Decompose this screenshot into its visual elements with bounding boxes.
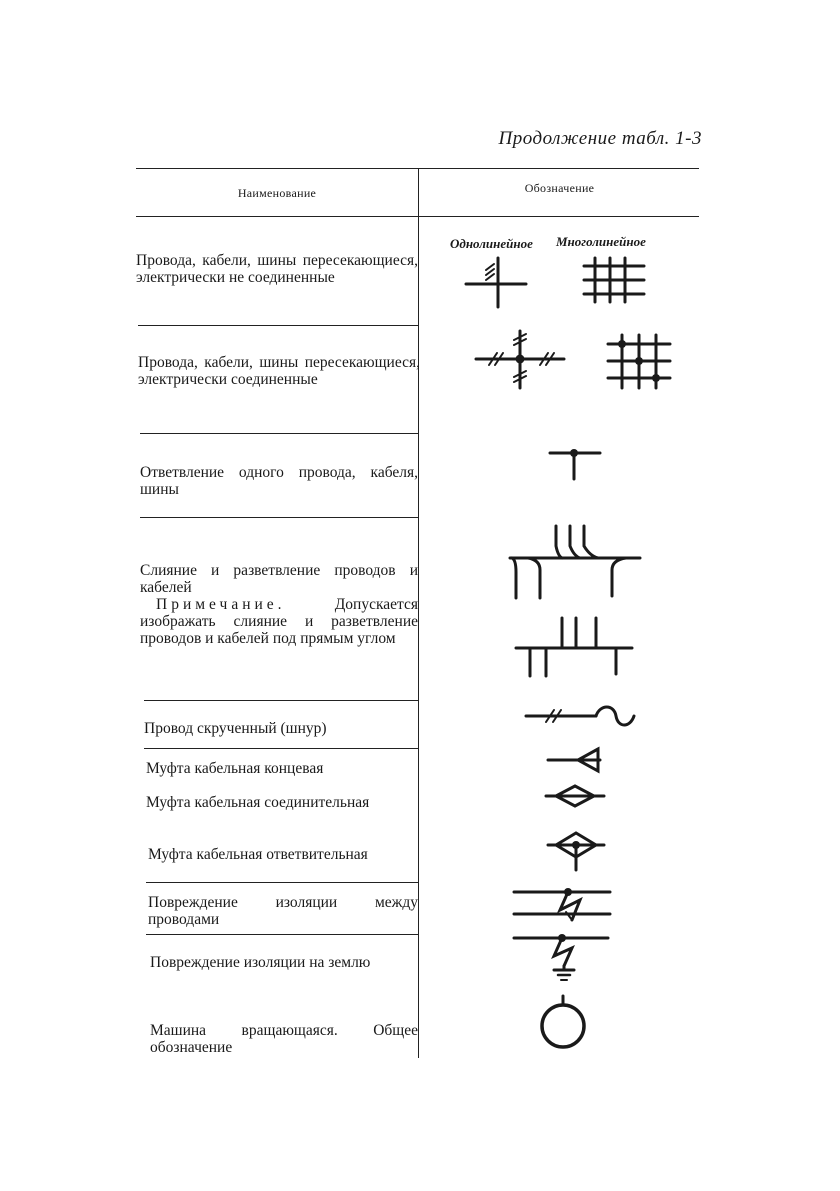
- header-name: Наименование: [237, 186, 317, 200]
- row-name-end-coupling: Муфта кабельная концевая: [146, 760, 324, 777]
- crossing-connected-single-icon: [476, 331, 564, 388]
- row-name-rotating-machine: Машина вращающаяся. Общее обозначение: [150, 1022, 418, 1056]
- branch-icon: [550, 449, 600, 479]
- row-name-joint-coupling: Муфта кабельная соединительная: [146, 794, 370, 811]
- label-multi-line: Многолинейное: [556, 234, 646, 249]
- row-name-insulation-fault-ground: Повреждение изоляции на землю: [150, 954, 371, 971]
- merge-branch-curved-icon: [510, 526, 640, 598]
- merge-branch-text: Слияние и разветвление проводов и кабелей: [140, 562, 418, 596]
- twisted-wire-icon: [526, 707, 634, 725]
- joint-coupling-icon: [546, 786, 604, 806]
- crossing-not-connected-multi-icon: [584, 258, 644, 302]
- crossing-connected-multi-icon: [608, 335, 670, 388]
- crossing-not-connected-single-icon: [466, 258, 526, 307]
- label-single-line: Однолинейное: [450, 236, 533, 251]
- row-name-crossing-not-connected: Провода, кабели, шины пересекающиеся, электрически не соединенные: [136, 252, 418, 286]
- row-name-insulation-fault-between: Повреждение изоляции между проводами: [148, 894, 418, 928]
- note-text: Допускается изображать слияние и разветвление проводов и кабелей под прямым углом: [140, 596, 418, 647]
- insulation-fault-between-icon: [514, 888, 610, 920]
- note-title: Примечание.: [156, 596, 286, 613]
- header-symbol: Обозначение: [524, 181, 595, 195]
- rotating-machine-icon: [542, 996, 584, 1047]
- merge-branch-right-angle-icon: [516, 618, 632, 676]
- continuation-title: Продолжение табл. 1-3: [498, 128, 702, 149]
- row-name-twisted-wire: Провод скрученный (шнур): [144, 720, 327, 737]
- branch-coupling-icon: [548, 833, 604, 870]
- row-name-branch: Ответвление одного провода, кабеля, шины: [140, 464, 418, 498]
- end-coupling-icon: [548, 749, 600, 771]
- insulation-fault-ground-icon: [514, 934, 608, 980]
- row-name-branch-coupling: Муфта кабельная ответвительная: [148, 846, 368, 863]
- row-name-crossing-connected: Провода, кабели, шины пересекающиеся, электрически соединенные: [138, 354, 420, 388]
